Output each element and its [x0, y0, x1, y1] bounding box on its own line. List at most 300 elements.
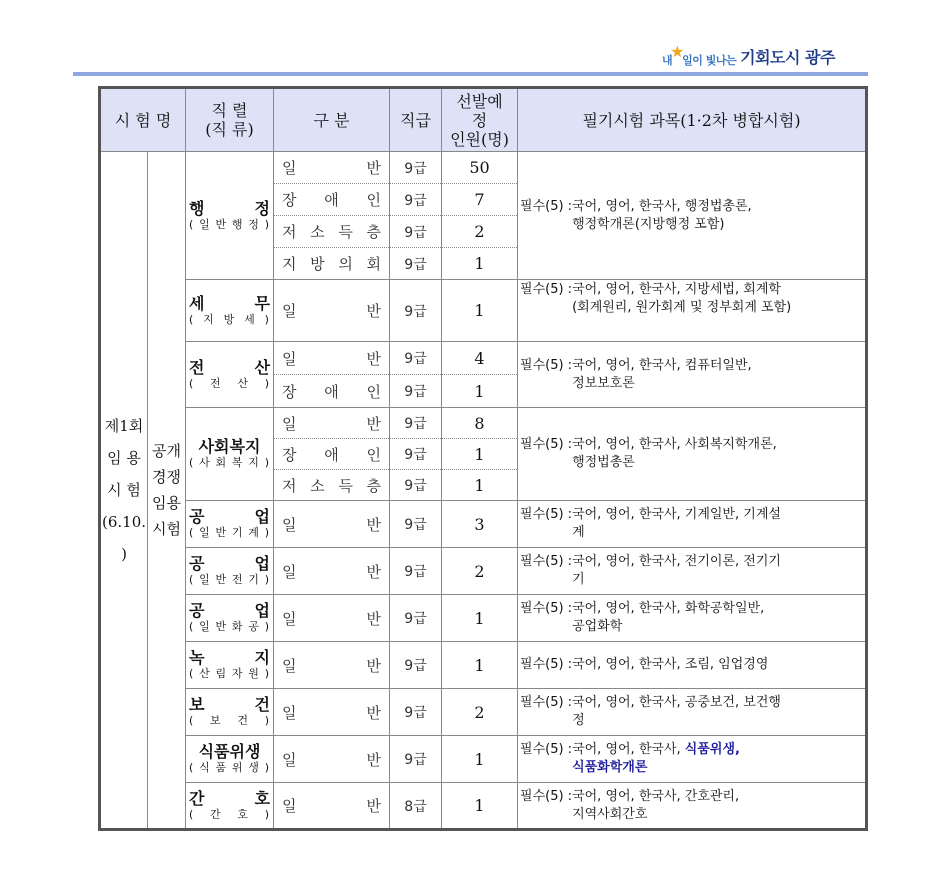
grade-cell: 9급 — [390, 689, 442, 736]
series-char: 사회복지 — [198, 437, 261, 456]
division-char: 장 — [282, 191, 297, 209]
subtype-char: 화 — [231, 620, 244, 633]
series-char: 건 — [254, 695, 271, 714]
subjects-prefix: 필수(5) : — [520, 554, 573, 569]
subtype-char: ( — [189, 620, 195, 633]
subtype-char: ( — [189, 456, 195, 469]
table-row — [100, 783, 867, 830]
subjects-prefix: 필수(5) : — [520, 788, 573, 804]
series-subtype — [189, 667, 270, 681]
quota-cell: 2 — [442, 216, 518, 248]
subjects-prefix: 필수(5) : — [520, 657, 573, 672]
division-cell — [274, 342, 390, 375]
subjects-prefix: 필수(5) : — [520, 695, 573, 710]
series-subtype — [189, 526, 270, 540]
division-char: 소 — [310, 223, 325, 241]
division-char: 애 — [324, 191, 339, 209]
series-char: 공 — [189, 601, 205, 620]
subtype-char: 간 — [210, 807, 222, 821]
quota-cell: 3 — [442, 501, 518, 548]
series-cell — [186, 548, 274, 595]
quota-cell: 1 — [442, 280, 518, 342]
subtype-char: ( — [189, 312, 195, 326]
subjects-text — [572, 600, 764, 636]
series-cell — [186, 280, 274, 342]
subjects-cell — [518, 595, 867, 642]
col-subjects: 필기시험 과목(1·2차 병합시험) — [518, 88, 867, 152]
series-name — [189, 508, 270, 526]
subjects-text — [572, 198, 752, 234]
subjects-prefix: 필수(5) : — [520, 437, 573, 452]
series-subtype — [189, 620, 270, 634]
division-char: 일 — [282, 349, 297, 368]
col-series-line2: (직 류) — [205, 120, 254, 139]
col-quota-line1: 선발예 — [456, 91, 503, 111]
table-row — [100, 280, 867, 342]
subtype-char: ) — [264, 667, 270, 680]
series-cell — [186, 736, 274, 783]
division-char: 저 — [282, 476, 297, 495]
exam-type-cell — [148, 152, 186, 830]
subtype-char: ( — [189, 761, 195, 774]
table-row — [100, 689, 867, 736]
division-char: 일 — [282, 797, 297, 815]
subjects-prefix: 필수(5) : — [520, 601, 573, 616]
series-name — [189, 743, 270, 761]
subjects-prefix: 필수(5) : — [520, 357, 573, 373]
division-char: 반 — [366, 750, 382, 769]
subtype-char: 산 — [199, 667, 211, 680]
grade-cell: 9급 — [390, 408, 442, 439]
subtype-char: 공 — [248, 620, 260, 633]
subjects-line2: 기 — [572, 572, 585, 587]
col-grade: 직급 — [390, 88, 442, 152]
exam-name-line: ) — [121, 545, 127, 563]
series-cell — [186, 642, 274, 689]
subjects-text — [572, 694, 781, 730]
series-char: 전 — [189, 357, 205, 377]
table-row — [100, 642, 867, 689]
series-cell — [186, 501, 274, 548]
subtype-char: 회 — [215, 456, 228, 469]
header-rule — [73, 72, 868, 76]
series-cell — [186, 342, 274, 408]
subjects-cell — [518, 501, 867, 548]
subtype-char: 세 — [244, 312, 256, 326]
subjects-cell — [518, 783, 867, 830]
subtype-char: ( — [189, 667, 195, 680]
division-char: 층 — [366, 476, 381, 495]
subjects-text — [572, 788, 739, 824]
series-cell — [186, 152, 274, 280]
subjects-line2: (회계원리, 원가회계 및 정부회계 포함) — [572, 300, 792, 315]
series-subtype — [189, 377, 270, 391]
subjects-line1: 국어, 영어, 한국사, 행정법총론, — [572, 198, 752, 214]
division-char: 반 — [366, 414, 382, 433]
quota-cell: 1 — [442, 439, 518, 470]
grade-cell: 9급 — [390, 184, 442, 216]
table-row — [100, 736, 867, 783]
slogan-title: 기회도시 광주 — [740, 48, 835, 67]
subtype-char: ) — [264, 376, 270, 390]
subtype-char: 일 — [199, 217, 211, 231]
col-quota-line2: 정 — [471, 110, 488, 130]
subtype-char: ) — [264, 714, 270, 727]
division-char: 애 — [324, 382, 339, 401]
subtype-char: ) — [264, 573, 270, 586]
subjects-cell — [518, 689, 867, 736]
division-cell — [274, 408, 390, 439]
subtype-char: 행 — [231, 217, 244, 231]
subtype-char: 반 — [215, 217, 228, 231]
series-subtype — [189, 456, 270, 470]
subjects-cell — [518, 408, 867, 501]
subjects-line1: 국어, 영어, 한국사, 전기이론, 전기기 — [572, 554, 781, 569]
series-subtype — [189, 573, 270, 587]
subtype-char: ( — [189, 526, 195, 539]
subjects-text — [572, 281, 791, 317]
series-char: 호 — [254, 788, 271, 808]
subtype-char: 방 — [223, 312, 236, 326]
subjects-text — [572, 357, 752, 393]
subjects-prefix: 필수(5) : — [520, 742, 573, 757]
division-char: 일 — [282, 159, 297, 177]
series-char: 공 — [189, 507, 205, 526]
quota-cell: 1 — [442, 783, 518, 830]
division-cell — [274, 595, 390, 642]
quota-cell: 50 — [442, 152, 518, 184]
division-cell — [274, 689, 390, 736]
subtype-char: 사 — [199, 456, 211, 469]
subjects-line1: 국어, 영어, 한국사, 기계일반, 기계설 — [572, 507, 781, 522]
subtype-char: ( — [189, 376, 195, 390]
series-name — [189, 555, 270, 573]
subjects-text — [572, 656, 768, 674]
subjects-text — [572, 553, 781, 589]
series-char: 세 — [189, 293, 205, 313]
division-cell — [274, 548, 390, 595]
grade-cell: 9급 — [390, 548, 442, 595]
slogan-small-1: 내 — [662, 54, 673, 67]
subjects-line2: 정 — [572, 713, 585, 728]
series-char: 정 — [254, 198, 271, 218]
series-char: 보 — [189, 695, 205, 714]
subjects-text — [572, 506, 781, 542]
division-char: 저 — [282, 223, 297, 241]
division-char: 반 — [366, 609, 382, 628]
series-char: 식품위생 — [198, 742, 261, 761]
exam-type-line: 시험 — [152, 520, 181, 538]
division-char: 반 — [366, 703, 382, 722]
subjects-line2: 정보보호론 — [572, 375, 635, 391]
subtype-char: 복 — [231, 456, 244, 469]
col-series — [186, 88, 274, 152]
series-cell — [186, 408, 274, 501]
series-name — [189, 438, 270, 456]
subtype-char: 생 — [248, 761, 260, 774]
quota-cell: 1 — [442, 642, 518, 689]
subtype-char: 기 — [248, 573, 260, 586]
series-char: 행 — [189, 198, 205, 218]
grade-cell: 9급 — [390, 501, 442, 548]
division-cell — [274, 501, 390, 548]
subtype-char: 반 — [215, 526, 228, 539]
series-name — [189, 359, 270, 377]
division-char: 반 — [366, 797, 382, 815]
subjects-cell — [518, 736, 867, 783]
star-icon: ★ — [670, 42, 685, 61]
subjects-cell — [518, 642, 867, 689]
division-char: 인 — [366, 445, 382, 464]
division-char: 애 — [324, 445, 339, 464]
division-char: 일 — [282, 609, 297, 628]
series-subtype — [189, 808, 270, 822]
subtype-char: 식 — [199, 761, 211, 774]
series-char: 간 — [189, 788, 205, 808]
subjects-line1: 국어, 영어, 한국사, 지방세법, 회계학 — [572, 282, 781, 297]
division-char: 일 — [282, 562, 297, 581]
series-cell — [186, 595, 274, 642]
division-char: 반 — [366, 515, 382, 534]
subtype-char: ( — [189, 217, 195, 231]
exam-name-line: 임 용 — [107, 449, 141, 467]
subjects-highlight: 식품화학개론 — [572, 760, 648, 775]
division-cell — [274, 248, 390, 280]
division-cell — [274, 216, 390, 248]
series-subtype — [189, 761, 270, 775]
division-char: 층 — [366, 223, 381, 241]
subjects-line1: 국어, 영어, 한국사, 사회복지학개론, — [572, 437, 777, 452]
subjects-line2: 계 — [572, 525, 585, 540]
quota-cell: 1 — [442, 375, 518, 408]
quota-cell: 7 — [442, 184, 518, 216]
quota-cell: 1 — [442, 248, 518, 280]
subjects-text — [572, 436, 777, 472]
table-row — [100, 501, 867, 548]
subjects-line1: 국어, 영어, 한국사, 공중보건, 보건행 — [572, 695, 781, 710]
series-char: 지 — [254, 648, 271, 667]
division-cell — [274, 783, 390, 830]
exam-name-cell — [100, 152, 148, 830]
series-char: 녹 — [189, 648, 205, 667]
col-division: 구 분 — [274, 88, 390, 152]
exam-type-line: 경쟁 — [152, 468, 181, 486]
subjects-cell — [518, 548, 867, 595]
subjects-text — [572, 741, 740, 777]
subtype-char: ( — [189, 714, 195, 727]
division-char: 득 — [338, 223, 353, 241]
subtype-char: 반 — [215, 573, 228, 586]
subtype-char: 일 — [199, 573, 211, 586]
subtype-char: ) — [264, 456, 270, 469]
series-char: 산 — [254, 357, 271, 377]
exam-name-line: (6.10. — [101, 513, 147, 531]
table-row — [100, 408, 867, 439]
subjects-prefix: 필수(5) : — [520, 198, 573, 214]
series-name — [189, 200, 270, 218]
subtype-char: 전 — [210, 376, 222, 390]
division-char: 장 — [282, 382, 297, 401]
grade-cell: 9급 — [390, 642, 442, 689]
division-char: 일 — [282, 656, 297, 675]
subtype-char: ) — [264, 312, 270, 326]
grade-cell: 9급 — [390, 375, 442, 408]
subtype-char: 지 — [203, 312, 215, 326]
grade-cell: 9급 — [390, 152, 442, 184]
table-row — [100, 595, 867, 642]
subjects-prefix: 필수(5) : — [520, 282, 573, 297]
subjects-line2: 지역사회간호 — [572, 806, 648, 822]
col-quota — [442, 88, 518, 152]
subjects-cell — [518, 152, 867, 280]
division-char: 방 — [310, 255, 325, 273]
grade-cell: 9급 — [390, 736, 442, 783]
exam-type-line: 공개 — [152, 442, 181, 460]
division-char: 장 — [282, 445, 297, 464]
subjects-highlight: 식품위생, — [684, 742, 740, 757]
series-name — [189, 790, 270, 808]
subtype-char: 림 — [215, 667, 228, 680]
series-subtype — [189, 218, 270, 232]
subtype-char: ) — [264, 526, 270, 539]
header-row — [100, 88, 867, 152]
subjects-line1: 국어, 영어, 한국사, 컴퓨터일반, — [572, 357, 752, 373]
slogan-small-2: 일이 빛나는 — [682, 54, 737, 67]
grade-cell: 9급 — [390, 342, 442, 375]
division-char: 일 — [282, 703, 297, 722]
series-cell — [186, 783, 274, 830]
subjects-line2: 공업화학 — [572, 619, 623, 634]
division-char: 반 — [366, 302, 382, 320]
series-subtype — [189, 313, 270, 327]
city-slogan-logo — [662, 38, 835, 68]
division-char: 지 — [282, 255, 297, 273]
division-char: 소 — [310, 476, 325, 495]
division-char: 반 — [366, 159, 382, 177]
division-cell — [274, 439, 390, 470]
subtype-char: 보 — [210, 714, 222, 727]
subtype-char: 계 — [248, 526, 260, 539]
subtype-char: 기 — [231, 526, 244, 539]
series-char: 무 — [254, 293, 271, 313]
quota-cell: 1 — [442, 736, 518, 783]
subtype-char: 원 — [248, 667, 260, 680]
subtype-char: 건 — [237, 714, 249, 727]
grade-cell: 8급 — [390, 783, 442, 830]
subtype-char: ( — [189, 807, 195, 821]
series-char: 업 — [254, 554, 271, 573]
subtype-char: 품 — [215, 761, 228, 774]
exam-name-line: 시 험 — [107, 481, 141, 499]
subjects-cell — [518, 342, 867, 408]
col-exam-name: 시 험 명 — [100, 88, 186, 152]
division-char: 일 — [282, 302, 297, 320]
subtype-char: ) — [264, 761, 270, 774]
quota-cell: 1 — [442, 595, 518, 642]
division-char: 반 — [366, 562, 382, 581]
subjects-cell — [518, 280, 867, 342]
subtype-char: 지 — [248, 456, 260, 469]
table-row — [100, 548, 867, 595]
division-cell — [274, 470, 390, 501]
subtype-char: 일 — [199, 620, 211, 633]
subjects-line1: 국어, 영어, 한국사, 조림, 임업경영 — [572, 657, 769, 672]
grade-cell: 9급 — [390, 439, 442, 470]
subtype-char: 일 — [199, 526, 211, 539]
division-char: 일 — [282, 414, 297, 433]
division-char: 일 — [282, 750, 297, 769]
division-cell — [274, 152, 390, 184]
subjects-line1: 국어, 영어, 한국사, — [572, 742, 685, 757]
grade-cell: 9급 — [390, 248, 442, 280]
division-cell — [274, 375, 390, 408]
division-cell — [274, 642, 390, 689]
table-row — [100, 152, 867, 184]
quota-cell: 1 — [442, 470, 518, 501]
division-char: 반 — [366, 656, 382, 675]
subtype-char: 산 — [237, 376, 249, 390]
division-char: 인 — [366, 191, 382, 209]
division-char: 인 — [366, 382, 382, 401]
division-char: 의 — [338, 255, 353, 273]
subtype-char: ) — [264, 217, 270, 231]
series-name — [189, 602, 270, 620]
subtype-char: 반 — [215, 620, 228, 633]
subtype-char: ) — [264, 807, 270, 821]
exam-schedule-table — [98, 86, 868, 831]
subtype-char: 정 — [248, 217, 260, 231]
division-char: 득 — [338, 476, 353, 495]
division-cell — [274, 184, 390, 216]
grade-cell: 9급 — [390, 216, 442, 248]
quota-cell: 2 — [442, 689, 518, 736]
grade-cell: 9급 — [390, 595, 442, 642]
quota-cell: 4 — [442, 342, 518, 375]
subtype-char: 전 — [231, 573, 244, 586]
subjects-line1: 국어, 영어, 한국사, 간호관리, — [572, 788, 740, 804]
subjects-prefix: 필수(5) : — [520, 507, 573, 522]
division-char: 회 — [366, 255, 381, 273]
series-char: 업 — [254, 507, 271, 526]
series-name — [189, 649, 270, 667]
series-char: 공 — [189, 554, 205, 573]
series-name — [189, 696, 270, 714]
subtype-char: 호 — [237, 807, 249, 821]
subjects-line1: 국어, 영어, 한국사, 화학공학일반, — [572, 601, 765, 616]
series-char: 업 — [254, 601, 271, 620]
subtype-char: ) — [264, 620, 270, 633]
subtype-char: ( — [189, 573, 195, 586]
exam-name-line: 제1회 — [104, 417, 144, 435]
division-char: 반 — [366, 349, 382, 368]
division-char: 일 — [282, 515, 297, 534]
quota-cell: 2 — [442, 548, 518, 595]
subtype-char: 자 — [231, 667, 244, 680]
series-subtype — [189, 714, 270, 728]
division-cell — [274, 736, 390, 783]
subjects-line2: 행정학개론(지방행정 포함) — [572, 216, 725, 232]
series-name — [189, 295, 270, 313]
subtype-char: 위 — [231, 761, 244, 774]
quota-cell: 8 — [442, 408, 518, 439]
division-cell — [274, 280, 390, 342]
col-quota-line3: 인원(명) — [450, 129, 509, 149]
series-cell — [186, 689, 274, 736]
grade-cell: 9급 — [390, 280, 442, 342]
exam-type-line: 임용 — [152, 494, 181, 512]
grade-cell: 9급 — [390, 470, 442, 501]
col-series-line1: 직 렬 — [211, 101, 248, 120]
